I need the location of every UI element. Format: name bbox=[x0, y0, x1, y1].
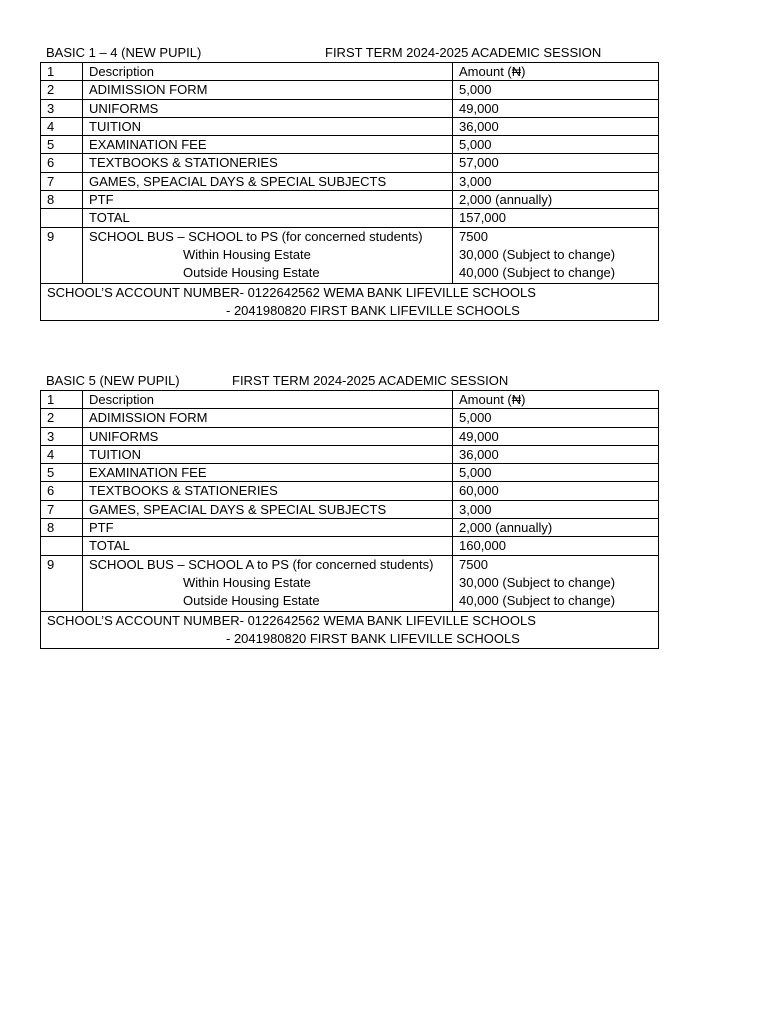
fee-description: GAMES, SPEACIAL DAYS & SPECIAL SUBJECTS bbox=[83, 500, 453, 518]
school-bus-amounts bbox=[453, 227, 659, 283]
school-bus-label: SCHOOL BUS – SCHOOL to PS (for concerned students) bbox=[89, 228, 423, 244]
column-header-description: Description bbox=[83, 63, 453, 81]
fee-description: PTF bbox=[83, 191, 453, 209]
table-row bbox=[41, 136, 659, 154]
term-label: FIRST TERM 2024-2025 ACADEMIC SESSION bbox=[325, 45, 602, 60]
row-number: 8 bbox=[41, 191, 83, 209]
within-estate-amount: 30,000 (Subject to change) bbox=[459, 246, 616, 262]
table-row bbox=[41, 172, 659, 190]
row-number: 3 bbox=[41, 427, 83, 445]
fee-amount: 57,000 bbox=[453, 154, 659, 172]
total-label: TOTAL bbox=[83, 209, 453, 227]
school-bus-label: SCHOOL BUS – SCHOOL A to PS (for concerned students) bbox=[89, 556, 434, 572]
outside-estate-amount: 40,000 (Subject to change) bbox=[459, 593, 616, 609]
fee-table bbox=[40, 390, 659, 649]
row-number-empty bbox=[41, 209, 83, 227]
table-row bbox=[41, 99, 659, 117]
fee-description: UNIFORMS bbox=[83, 427, 453, 445]
row-number: 4 bbox=[41, 445, 83, 463]
within-estate-label: Within Housing Estate bbox=[183, 574, 311, 590]
row-number: 4 bbox=[41, 117, 83, 135]
account-line-wema: SCHOOL’S ACCOUNT NUMBER- 0122642562 WEMA BANK LIFEVILLE SCHOOLS bbox=[47, 284, 536, 300]
total-row bbox=[41, 537, 659, 555]
outside-estate-amount: 40,000 (Subject to change) bbox=[459, 265, 616, 281]
fee-amount: 3,000 bbox=[453, 172, 659, 190]
fee-amount: 36,000 bbox=[453, 117, 659, 135]
fee-description: TUITION bbox=[83, 445, 453, 463]
school-bus-row bbox=[41, 227, 659, 283]
column-header-amount: Amount (₦) bbox=[453, 63, 659, 81]
total-amount: 157,000 bbox=[453, 209, 659, 227]
table-row bbox=[41, 117, 659, 135]
table-row bbox=[41, 427, 659, 445]
fee-section-basic-1-4 bbox=[40, 44, 658, 321]
account-line-first-bank: - 2041980820 FIRST BANK LIFEVILLE SCHOOLS bbox=[226, 630, 520, 646]
fee-amount: 5,000 bbox=[453, 464, 659, 482]
account-line-wema: SCHOOL’S ACCOUNT NUMBER- 0122642562 WEMA BANK LIFEVILLE SCHOOLS bbox=[47, 612, 536, 628]
total-amount: 160,000 bbox=[453, 537, 659, 555]
account-info bbox=[41, 283, 659, 320]
row-number: 1 bbox=[41, 391, 83, 409]
fee-amount: 36,000 bbox=[453, 445, 659, 463]
table-row bbox=[41, 482, 659, 500]
row-number: 5 bbox=[41, 464, 83, 482]
class-label: BASIC 5 (NEW PUPIL) bbox=[46, 373, 180, 388]
row-number: 5 bbox=[41, 136, 83, 154]
table-row bbox=[41, 191, 659, 209]
account-row bbox=[41, 283, 659, 320]
column-header-amount: Amount (₦) bbox=[453, 391, 659, 409]
fee-description: PTF bbox=[83, 519, 453, 537]
row-number: 9 bbox=[41, 555, 83, 611]
school-bus-description bbox=[83, 227, 453, 283]
fee-amount: 5,000 bbox=[453, 81, 659, 99]
row-number: 7 bbox=[41, 500, 83, 518]
table-header-row bbox=[41, 63, 659, 81]
fee-description: EXAMINATION FEE bbox=[83, 464, 453, 482]
outside-estate-label: Outside Housing Estate bbox=[183, 265, 320, 281]
fee-amount: 2,000 (annually) bbox=[453, 191, 659, 209]
fee-description: TUITION bbox=[83, 117, 453, 135]
account-info bbox=[41, 611, 659, 648]
row-number: 2 bbox=[41, 409, 83, 427]
within-estate-amount: 30,000 (Subject to change) bbox=[459, 574, 616, 590]
fee-section-basic-5 bbox=[40, 372, 658, 649]
school-bus-amount: 7500 bbox=[459, 228, 488, 244]
row-number: 9 bbox=[41, 227, 83, 283]
row-number-empty bbox=[41, 537, 83, 555]
fee-amount: 49,000 bbox=[453, 99, 659, 117]
school-bus-amount: 7500 bbox=[459, 556, 488, 572]
table-row bbox=[41, 409, 659, 427]
class-label: BASIC 1 – 4 (NEW PUPIL) bbox=[46, 45, 202, 60]
fee-description: ADIMISSION FORM bbox=[83, 81, 453, 99]
fee-amount: 5,000 bbox=[453, 136, 659, 154]
school-bus-row bbox=[41, 555, 659, 611]
fee-amount: 3,000 bbox=[453, 500, 659, 518]
fee-amount: 2,000 (annually) bbox=[453, 519, 659, 537]
row-number: 6 bbox=[41, 482, 83, 500]
row-number: 6 bbox=[41, 154, 83, 172]
row-number: 3 bbox=[41, 99, 83, 117]
section-heading bbox=[40, 44, 658, 62]
table-row bbox=[41, 154, 659, 172]
school-bus-amounts bbox=[453, 555, 659, 611]
fee-description: GAMES, SPEACIAL DAYS & SPECIAL SUBJECTS bbox=[83, 172, 453, 190]
table-row bbox=[41, 464, 659, 482]
row-number: 2 bbox=[41, 81, 83, 99]
table-row bbox=[41, 519, 659, 537]
row-number: 8 bbox=[41, 519, 83, 537]
total-label: TOTAL bbox=[83, 537, 453, 555]
within-estate-label: Within Housing Estate bbox=[183, 246, 311, 262]
term-label: FIRST TERM 2024-2025 ACADEMIC SESSION bbox=[232, 373, 509, 388]
account-line-first-bank: - 2041980820 FIRST BANK LIFEVILLE SCHOOLS bbox=[226, 302, 520, 318]
fee-table bbox=[40, 62, 659, 321]
row-number: 1 bbox=[41, 63, 83, 81]
fee-description: ADIMISSION FORM bbox=[83, 409, 453, 427]
account-row bbox=[41, 611, 659, 648]
row-number: 7 bbox=[41, 172, 83, 190]
outside-estate-label: Outside Housing Estate bbox=[183, 593, 320, 609]
school-bus-description bbox=[83, 555, 453, 611]
column-header-description: Description bbox=[83, 391, 453, 409]
fee-description: EXAMINATION FEE bbox=[83, 136, 453, 154]
fee-amount: 60,000 bbox=[453, 482, 659, 500]
table-row bbox=[41, 81, 659, 99]
fee-description: TEXTBOOKS & STATIONERIES bbox=[83, 482, 453, 500]
fee-description: UNIFORMS bbox=[83, 99, 453, 117]
table-row bbox=[41, 445, 659, 463]
fee-amount: 49,000 bbox=[453, 427, 659, 445]
table-row bbox=[41, 500, 659, 518]
total-row bbox=[41, 209, 659, 227]
table-header-row bbox=[41, 391, 659, 409]
fee-description: TEXTBOOKS & STATIONERIES bbox=[83, 154, 453, 172]
section-heading bbox=[40, 372, 658, 390]
fee-amount: 5,000 bbox=[453, 409, 659, 427]
